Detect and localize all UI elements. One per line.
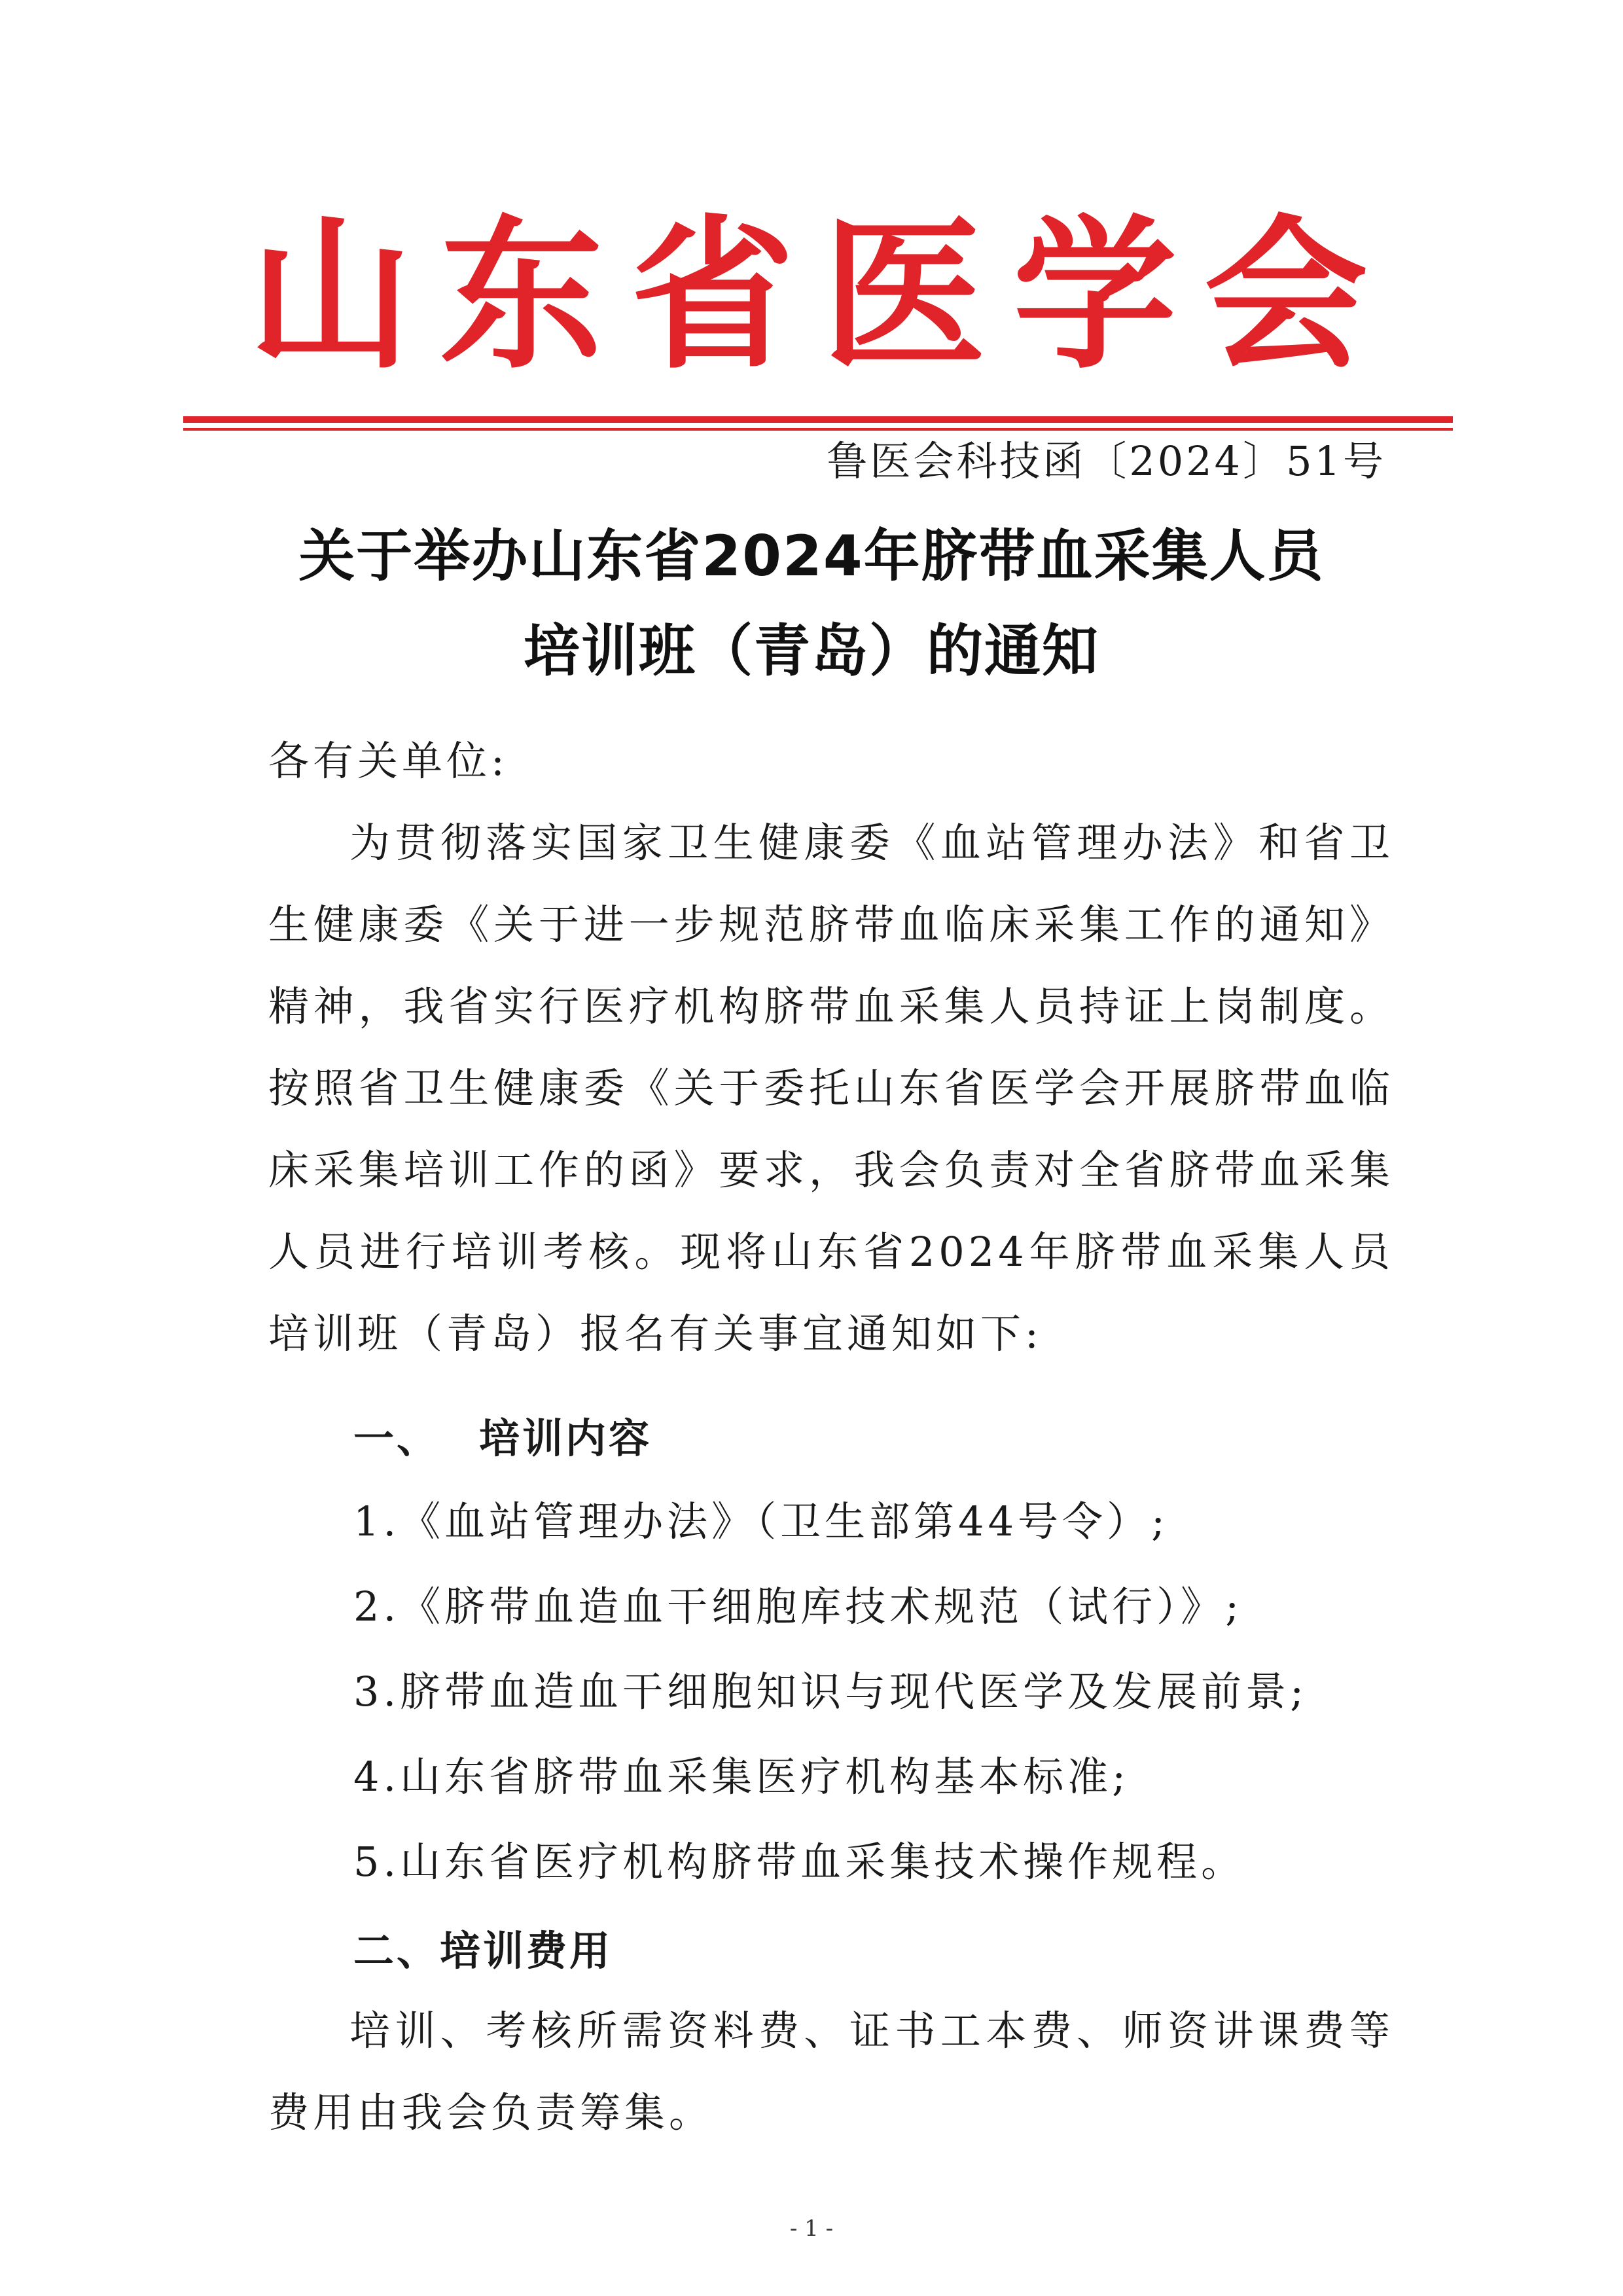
section-1-heading — [353, 1397, 652, 1479]
salutation: 各有关单位: — [268, 737, 508, 785]
page-number: - 1 - — [789, 2215, 834, 2242]
masthead-org-name: 山东省医学会 — [249, 198, 1387, 391]
training-fee-paragraph: 培训、考核所需资料费、证书工本费、师资讲课费等费用由我会负责筹集。 — [268, 2007, 1394, 2136]
document-number: 鲁医会科技函〔2024〕51号 — [827, 437, 1386, 485]
list-item: 5.山东省医疗机构脐带血采集技术操作规程。 — [353, 1838, 1246, 1886]
list-item: 4.山东省脐带血采集医疗机构基本标准; — [353, 1753, 1130, 1801]
masthead-divider-thick — [183, 416, 1453, 423]
list-item: 3.脐带血造血干细胞知识与现代医学及发展前景; — [353, 1668, 1308, 1715]
section-2-heading: 二、培训费用 — [353, 1927, 613, 1975]
document-title-line-2: 培训班（青岛）的通知 — [524, 619, 1099, 684]
intro-paragraph: 为贯彻落实国家卫生健康委《血站管理办法》和省卫生健康委《关于进一步规范脐带血临床采集工作的通知》精神，我省实行医疗机构脐带血采集人员持证上岗制度。按照省卫生健康委《关于委托山东省医学会开展脐带血临床采集培训工作的函》要求，我会负责对全省脐带血采集人员进行培训考核。现将山东省2024年脐带血采集人员培训班（青岛）报名有关事宜通知如下: — [268, 819, 1394, 1357]
section-1-number: 一、 — [353, 1414, 440, 1462]
list-item: 1.《血站管理办法》（卫生部第44号令）; — [353, 1498, 1169, 1545]
masthead-divider-thin — [183, 428, 1453, 431]
list-item: 2.《脐带血造血干细胞库技术规范（试行）》; — [353, 1583, 1243, 1630]
training-content-list — [353, 1479, 1414, 1905]
document-title-line-1: 关于举办山东省2024年脐带血采集人员 — [298, 524, 1325, 589]
section-1-title: 培训内容 — [479, 1414, 652, 1462]
